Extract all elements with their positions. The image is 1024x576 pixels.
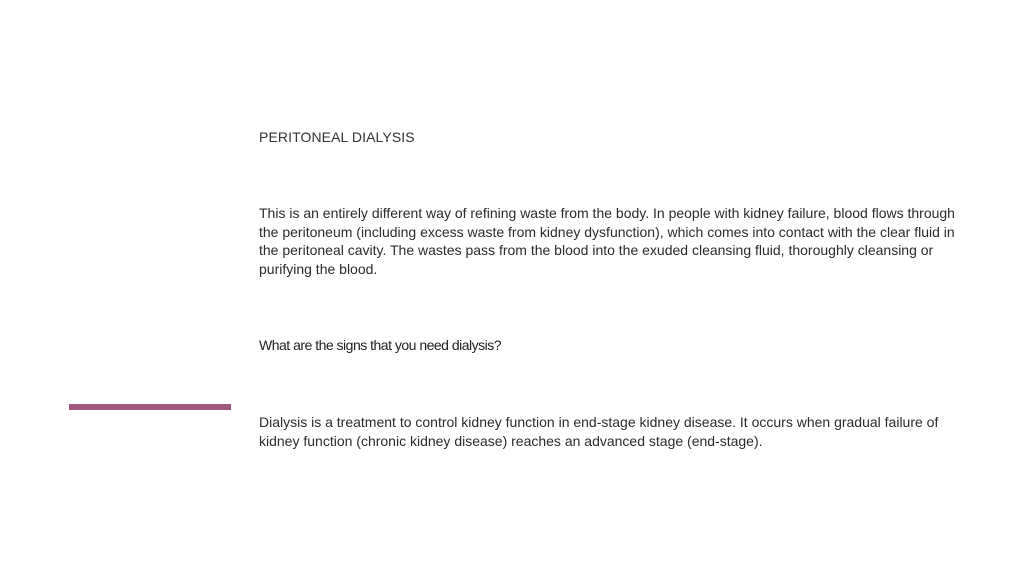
slide-title: PERITONEAL DIALYSIS <box>259 129 415 145</box>
paragraph-dialysis-treatment: Dialysis is a treatment to control kidney function in end-stage kidney disease. It occurs when gradual failure of kidney function (chronic kidney disease) reaches an advanced stage (end-stage). <box>259 414 939 449</box>
paragraph-peritoneal-dialysis: This is an entirely different way of refining waste from the body. In people with kidney failure, blood flows through the peritoneum (including excess waste from kidney dysfunction), which comes into contact with the clear fluid in the peritoneal cavity. The wastes pass from the blood into the exuded cleansing fluid, thoroughly cleansing or purifying the blood. <box>259 205 955 277</box>
accent-bar <box>69 404 231 410</box>
question-heading: What are the signs that you need dialysis? <box>259 337 502 353</box>
